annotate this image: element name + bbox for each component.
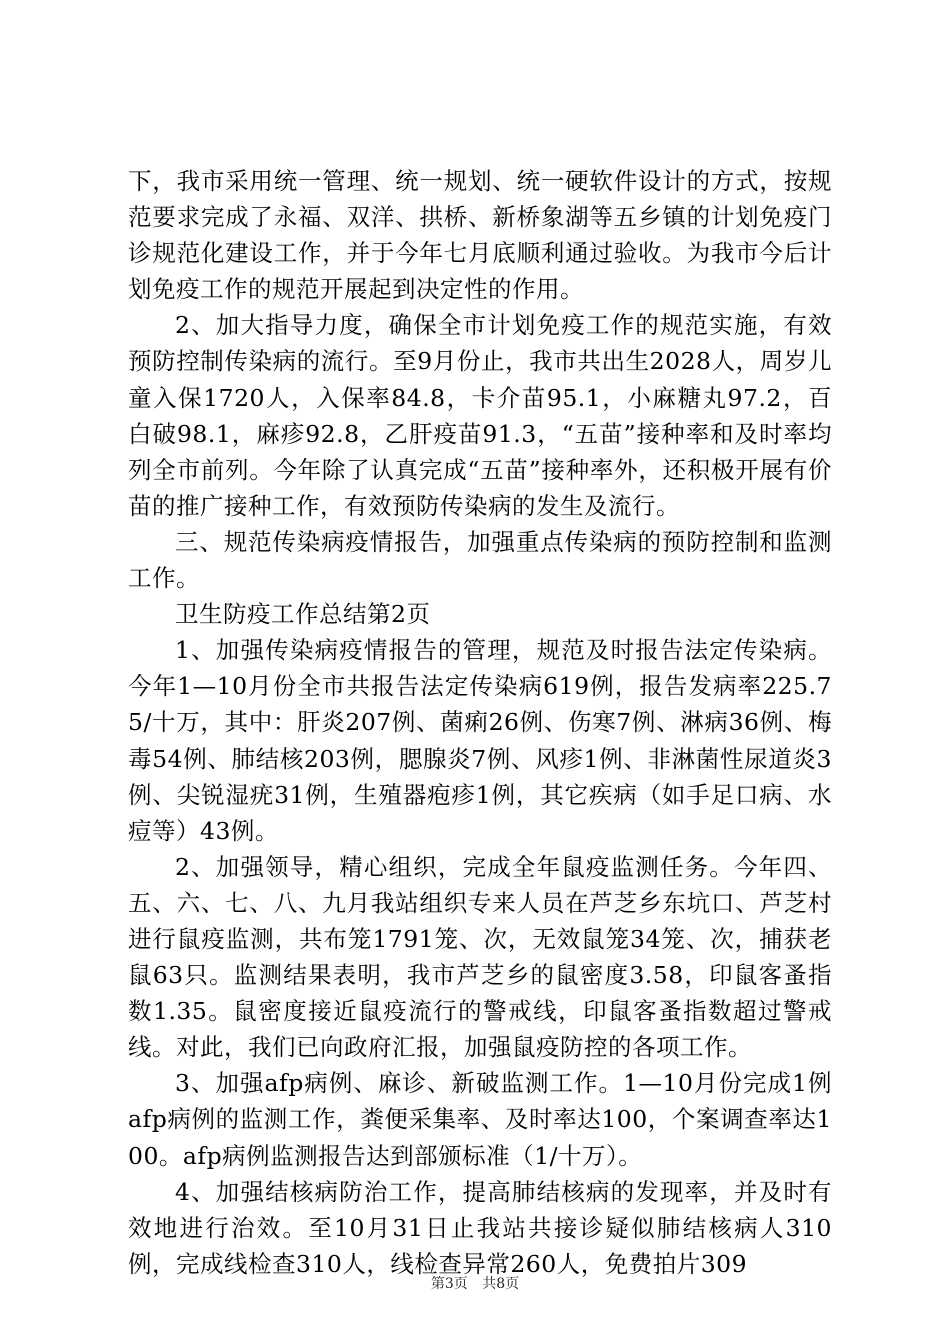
document-body (128, 163, 832, 1282)
paragraph-p5: 1、加强传染病疫情报告的管理，规范及时报告法定传染病。今年1—10月份全市共报告法定传染病619例，报告发病率225.75/十万，其中：肝炎207例、菌痢26例、伤寒7例、淋病36例、梅毒54例、肺结核203例，腮腺炎7例、风疹1例、非淋菌性尿道炎3例、尖锐湿疣31例，生殖器疱疹1例，其它疾病（如手足口病、水痘等）43例。 (128, 636, 832, 845)
paragraph-p4: 卫生防疫工作总结第2页 (175, 600, 431, 629)
paragraph-p7: 3、加强afp病例、麻诊、新破监测工作。1—10月份完成1例afp病例的监测工作，粪便采集率、及时率达100，个案调查率达100。afp病例监测报告达到部颁标准（1/十万）。 (128, 1069, 832, 1170)
paragraph-p1: 下，我市采用统一管理、统一规划、统一硬软件设计的方式，按规范要求完成了永福、双洋、拱桥、新桥象湖等五乡镇的计划免疫门诊规范化建设工作，并于今年七月底顺利通过验收。为我市今后计划免疫工作的规范开展起到决定性的作用。 (128, 167, 832, 304)
paragraph-p3: 三、规范传染病疫情报告，加强重点传染病的预防控制和监测工作。 (128, 527, 832, 593)
paragraph-p6: 2、加强领导，精心组织，完成全年鼠疫监测任务。今年四、五、六、七、八、九月我站组织专来人员在芦芝乡东坑口、芦芝村进行鼠疫监测，共布笼1791笼、次，无效鼠笼34笼、次，捕获老鼠63只。监测结果表明，我市芦芝乡的鼠密度3.58，印鼠客蚤指数1.35。鼠密度接近鼠疫流行的警戒线，印鼠客蚤指数超过警戒线。对此，我们已向政府汇报，加强鼠疫防控的各项工作。 (128, 852, 832, 1062)
paragraph-p2: 2、加大指导力度，确保全市计划免疫工作的规范实施，有效预防控制传染病的流行。至9月份止，我市共出生2028人，周岁儿童入保1720人，入保率84.8，卡介苗95.1，小麻糖丸97.2，百白破98.1，麻疹92.8，乙肝疫苗91.3，“五苗”接种率和及时率均列全市前列。今年除了认真完成“五苗”接种率外，还积极开展有价苗的推广接种工作，有效预防传染病的发生及流行。 (128, 311, 832, 520)
page-total: 共8页 (482, 1276, 520, 1292)
paragraph-p8: 4、加强结核病防治工作，提高肺结核病的发现率，并及时有效地进行治效。至10月31日止我站共接诊疑似肺结核病人310例，完成线检查310人，线检查异常260人，免费拍片309 (128, 1177, 832, 1278)
page-number: 第3页 (430, 1276, 468, 1292)
page-footer (0, 1274, 950, 1294)
